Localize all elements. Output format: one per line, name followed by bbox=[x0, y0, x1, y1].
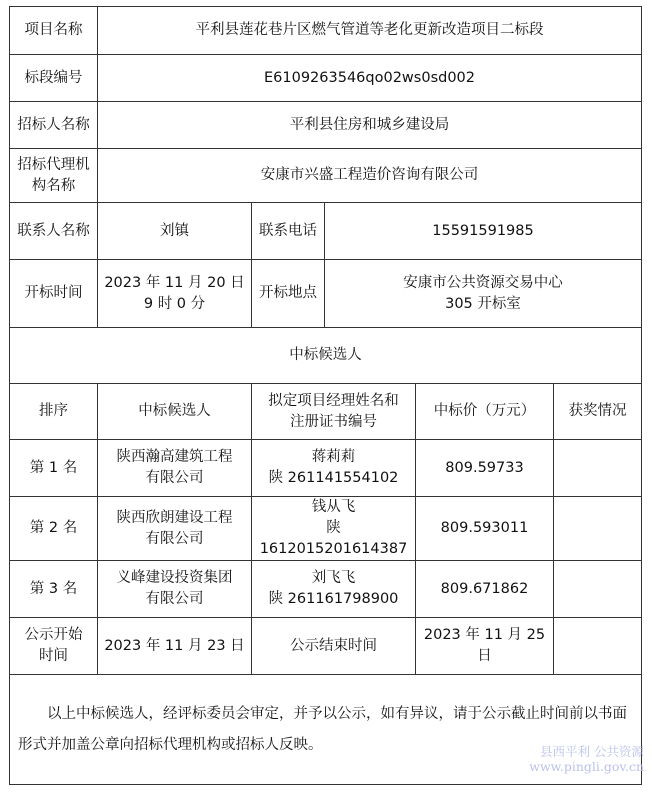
header-awards: 获奖情况 bbox=[554, 384, 642, 440]
candidate-company bbox=[98, 561, 252, 618]
candidate-rank: 第 1 名 bbox=[10, 440, 98, 497]
publicity-end-label: 公示结束时间 bbox=[252, 618, 416, 675]
tenderer-value: 平利县住房和城乡建设局 bbox=[98, 102, 642, 149]
tenderer-label: 招标人名称 bbox=[10, 102, 98, 149]
candidate-price: 809.59733 bbox=[416, 440, 554, 497]
open-place-line1: 安康市公共资源交易中心 bbox=[403, 274, 563, 291]
header-manager bbox=[252, 384, 416, 440]
candidate-company-line1: 陕西瀚高建筑工程 bbox=[116, 449, 233, 465]
candidate-company-line2: 有限公司 bbox=[145, 470, 204, 486]
publicity-start-label bbox=[10, 618, 98, 675]
watermark-line1: 县西平利 公共资源 bbox=[540, 744, 644, 759]
candidate-company-line2: 有限公司 bbox=[145, 530, 204, 547]
contact-value: 刘镇 bbox=[98, 203, 252, 260]
project-name-label: 项目名称 bbox=[10, 7, 98, 55]
candidate-awards bbox=[554, 497, 642, 561]
publicity-end-value: 2023 年 11 月 25 日 bbox=[416, 618, 554, 675]
open-place-line2: 305 开标室 bbox=[445, 295, 521, 312]
notice-text: 以上中标候选人，经评标委员会审定，并予以公示，如有异议，请于公示截止时间前以书面形式并加盖公章向招标代理机构或招标人反映。 bbox=[18, 705, 627, 753]
open-place-value bbox=[325, 260, 642, 328]
open-time-hour: 9 时 0 分 bbox=[143, 295, 206, 312]
table-row bbox=[10, 497, 642, 561]
table-row bbox=[10, 440, 642, 497]
section-code-value: E6109263546qo02ws0sd002 bbox=[98, 55, 642, 102]
candidate-company bbox=[98, 497, 252, 561]
publicity-start-value: 2023 年 11 月 23 日 bbox=[98, 618, 252, 675]
candidate-manager-name: 刘飞飞 bbox=[311, 570, 356, 586]
candidate-rank: 第 3 名 bbox=[10, 561, 98, 618]
candidates-section-title: 中标候选人 bbox=[10, 328, 642, 384]
header-company: 中标候选人 bbox=[98, 384, 252, 440]
candidate-awards bbox=[554, 440, 642, 497]
site-watermark bbox=[529, 744, 644, 774]
table-row bbox=[10, 561, 642, 618]
open-place-label: 开标地点 bbox=[252, 260, 325, 328]
candidate-manager-cert: 陕 261161798900 bbox=[268, 591, 399, 607]
phone-value: 15591591985 bbox=[325, 203, 642, 260]
candidate-manager bbox=[252, 440, 416, 497]
open-time-value bbox=[98, 260, 252, 328]
agent-label: 招标代理机构名称 bbox=[10, 149, 98, 203]
candidate-manager bbox=[252, 561, 416, 618]
candidate-price: 809.593011 bbox=[416, 497, 554, 561]
project-name-value: 平利县莲花巷片区燃气管道等老化更新改造项目二标段 bbox=[98, 7, 642, 55]
header-rank: 排序 bbox=[10, 384, 98, 440]
candidate-manager-cert: 陕 261141554102 bbox=[268, 470, 399, 486]
header-manager-line1: 拟定项目经理姓名和 bbox=[268, 392, 399, 409]
candidate-manager-cert: 陕 1612015201614387 bbox=[259, 520, 408, 557]
publicity-start-label-line1: 公示开始 bbox=[24, 627, 83, 643]
bid-candidate-table bbox=[9, 6, 642, 785]
open-time-date: 2023 年 11 月 20 日 bbox=[104, 274, 245, 291]
open-time-label: 开标时间 bbox=[10, 260, 98, 328]
candidate-manager bbox=[252, 497, 416, 561]
publicity-blank bbox=[554, 618, 642, 675]
candidate-rank: 第 2 名 bbox=[10, 497, 98, 561]
contact-label: 联系人名称 bbox=[10, 203, 98, 260]
candidate-company bbox=[98, 440, 252, 497]
candidate-awards bbox=[554, 561, 642, 618]
agent-value: 安康市兴盛工程造价咨询有限公司 bbox=[98, 149, 642, 203]
phone-label: 联系电话 bbox=[252, 203, 325, 260]
publicity-start-label-line2: 时间 bbox=[39, 648, 68, 664]
watermark-line2: www.pingli.gov.cn bbox=[529, 759, 644, 774]
candidate-manager-name: 蒋莉莉 bbox=[311, 449, 356, 465]
candidate-company-line2: 有限公司 bbox=[145, 591, 204, 607]
candidate-manager-name: 钱从飞 bbox=[311, 499, 356, 515]
section-code-label: 标段编号 bbox=[10, 55, 98, 102]
candidate-company-line1: 义峰建设投资集团 bbox=[116, 570, 233, 586]
header-price: 中标价（万元） bbox=[416, 384, 554, 440]
candidate-price: 809.671862 bbox=[416, 561, 554, 618]
header-manager-line2: 注册证书编号 bbox=[290, 413, 377, 430]
candidate-company-line1: 陕西欣朗建设工程 bbox=[116, 509, 233, 526]
